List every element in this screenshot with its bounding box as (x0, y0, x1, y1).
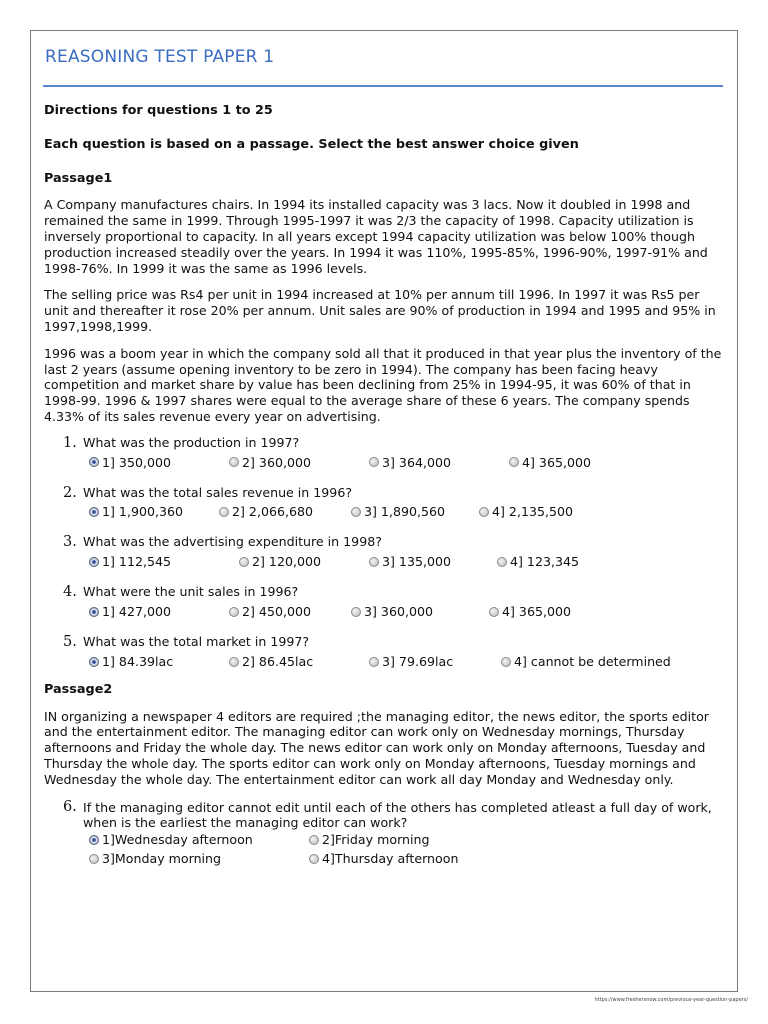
title-divider (43, 85, 723, 87)
option-label: 4] 365,000 (502, 603, 572, 619)
option-label: 2]Friday morning (322, 832, 430, 848)
radio-button-icon[interactable] (309, 854, 319, 864)
radio-button-selected-icon[interactable] (89, 457, 99, 467)
passage1-paragraph-2: The selling price was Rs4 per unit in 1994 increased at 10% per annum till 1996. In 1997 it was Rs5 per unit and thereafter it rose 20% per annum. Unit sales are 90% of production in 1994 and 1995 and 95% in 1997,1998,1999. (44, 287, 716, 334)
page-title: REASONING TEST PAPER 1 (45, 47, 275, 67)
option-3[interactable] (89, 851, 221, 867)
option-row (89, 604, 725, 624)
radio-button-icon[interactable] (229, 607, 239, 617)
radio-button-icon[interactable] (369, 457, 379, 467)
option-2[interactable] (239, 554, 321, 570)
radio-button-selected-icon[interactable] (89, 835, 99, 845)
question-number: 1. (63, 434, 77, 451)
radio-button-selected-icon[interactable] (89, 607, 99, 617)
passage2-heading: Passage2 (44, 681, 113, 697)
passage1-paragraph-3: 1996 was a boom year in which the company sold all that it produced in that year plus the inventory of the last 2 years (assume opening inventory to be zero in 1994). The company has been facing heavy competition and market share by value has been declining from 25% in 1994-95, it was 60% of that in 1998-99. 1996 & 1997 shares were equal to the average share of these 6 years. The company spends 4.33% of its sales revenue every year on advertising. (44, 345, 722, 424)
question-text: What was the total market in 1997? (83, 633, 310, 649)
question-text: What was the production in 1997? (83, 434, 300, 450)
option-label: 4] 365,000 (522, 454, 592, 470)
option-1[interactable] (89, 654, 173, 670)
document-page (30, 30, 738, 992)
radio-button-icon[interactable] (219, 507, 229, 517)
radio-button-icon[interactable] (89, 854, 99, 864)
option-3[interactable] (351, 504, 445, 520)
radio-button-icon[interactable] (369, 557, 379, 567)
question-number: 4. (63, 584, 77, 601)
option-row (89, 455, 725, 475)
option-label: 2] 450,000 (242, 603, 312, 619)
option-1[interactable] (89, 504, 183, 520)
radio-button-icon[interactable] (229, 457, 239, 467)
radio-button-icon[interactable] (369, 657, 379, 667)
question-5 (63, 634, 725, 674)
option-2[interactable] (229, 455, 311, 471)
option-row (89, 654, 725, 674)
question-4 (63, 584, 725, 624)
question-3 (63, 534, 725, 574)
option-label: 2] 2,066,680 (232, 504, 314, 520)
option-label: 4]Thursday afternoon (322, 851, 459, 867)
option-1[interactable] (89, 455, 171, 471)
option-row (89, 504, 725, 524)
option-4[interactable] (509, 455, 591, 471)
passage1-heading: Passage1 (44, 170, 113, 186)
option-label: 2] 120,000 (252, 554, 322, 570)
option-label: 3] 364,000 (382, 454, 452, 470)
option-label: 1] 427,000 (102, 603, 172, 619)
option-4[interactable] (501, 654, 671, 670)
option-label: 4] 123,345 (510, 554, 580, 570)
question-6 (63, 800, 725, 871)
radio-button-icon[interactable] (509, 457, 519, 467)
option-row-1 (89, 832, 725, 851)
radio-button-icon[interactable] (309, 835, 319, 845)
option-3[interactable] (351, 604, 433, 620)
option-1[interactable] (89, 604, 171, 620)
option-3[interactable] (369, 455, 451, 471)
option-row-2 (89, 851, 725, 870)
radio-button-selected-icon[interactable] (89, 507, 99, 517)
option-2[interactable] (219, 504, 313, 520)
option-label: 2] 86.45lac (242, 653, 314, 669)
document-body (44, 103, 725, 870)
option-label: 3] 360,000 (364, 603, 434, 619)
radio-button-icon[interactable] (351, 607, 361, 617)
passage1-paragraph-1: A Company manufactures chairs. In 1994 its installed capacity was 3 lacs. Now it doubled in 1998 and remained the same in 1999. Through 1995-1997 it was 2/3 the capacity of 1998. Capacity utilization is inversely proportional to capacity. In all years except 1994 capacity utilization was below 100% though production increased steadily over the years. In 1994 it was 110%, 1995-85%, 1996-90%, 1997-91% and 1998-76%. In 1999 it was the same as 1996 levels. (44, 197, 708, 276)
question-number: 6. (63, 798, 77, 815)
passage1-question-list (44, 435, 725, 674)
option-label: 4] cannot be determined (514, 653, 671, 669)
radio-button-icon[interactable] (497, 557, 507, 567)
option-2[interactable] (229, 604, 311, 620)
radio-button-icon[interactable] (229, 657, 239, 667)
radio-button-icon[interactable] (351, 507, 361, 517)
option-label: 3] 135,000 (382, 554, 452, 570)
radio-button-icon[interactable] (489, 607, 499, 617)
option-label: 4] 2,135,500 (492, 504, 574, 520)
option-label: 3] 79.69lac (382, 653, 454, 669)
directions-heading: Directions for questions 1 to 25 (44, 103, 273, 118)
option-1[interactable] (89, 554, 171, 570)
option-2[interactable] (229, 654, 313, 670)
question-1 (63, 435, 725, 475)
option-row (89, 554, 725, 574)
question-2 (63, 485, 725, 525)
instructions-text: Each question is based on a passage. Select the best answer choice given (44, 136, 579, 152)
option-label: 3]Monday morning (102, 851, 222, 867)
option-2[interactable] (309, 832, 429, 848)
question-number: 3. (63, 534, 77, 551)
radio-button-icon[interactable] (479, 507, 489, 517)
question-number: 5. (63, 633, 77, 650)
question-text: What was the total sales revenue in 1996? (83, 484, 353, 500)
radio-button-icon[interactable] (239, 557, 249, 567)
option-label: 3] 1,890,560 (364, 504, 446, 520)
option-label: 1] 350,000 (102, 454, 172, 470)
option-3[interactable] (369, 654, 453, 670)
question-text: If the managing editor cannot edit until each of the others has completed atleast a full day of work, when is the earliest the managing editor can work? (83, 799, 712, 831)
question-number: 2. (63, 484, 77, 501)
option-label: 1]Wednesday afternoon (102, 832, 253, 848)
option-label: 1] 1,900,360 (102, 504, 184, 520)
option-4[interactable] (489, 604, 571, 620)
option-4[interactable] (479, 504, 573, 520)
option-label: 1] 84.39lac (102, 653, 174, 669)
radio-button-selected-icon[interactable] (89, 657, 99, 667)
radio-button-icon[interactable] (501, 657, 511, 667)
option-1[interactable] (89, 832, 253, 848)
option-label: 2] 360,000 (242, 454, 312, 470)
question-text: What was the advertising expenditure in 1998? (83, 534, 382, 550)
footer-url: https://www.freshersnow.com/previous-year-question-papers/ (594, 997, 748, 1003)
option-label: 1] 112,545 (102, 554, 172, 570)
passage2-paragraph-1: IN organizing a newspaper 4 editors are required ;the managing editor, the news editor, the sports editor and the entertainment editor. The managing editor can work only on Wednesday mornings, Thursday afternoons and Friday the whole day. The news editor can work only on Monday afternoons, Tuesday and Thursday the whole day. The sports editor can work only on Monday afternoons, Tuesday mornings and Wednesday the whole day. The entertainment editor can work all day Monday and Wednesday only. (44, 708, 709, 787)
option-3[interactable] (369, 554, 451, 570)
option-4[interactable] (309, 851, 458, 867)
radio-button-selected-icon[interactable] (89, 557, 99, 567)
option-4[interactable] (497, 554, 579, 570)
question-text: What were the unit sales in 1996? (83, 584, 299, 600)
